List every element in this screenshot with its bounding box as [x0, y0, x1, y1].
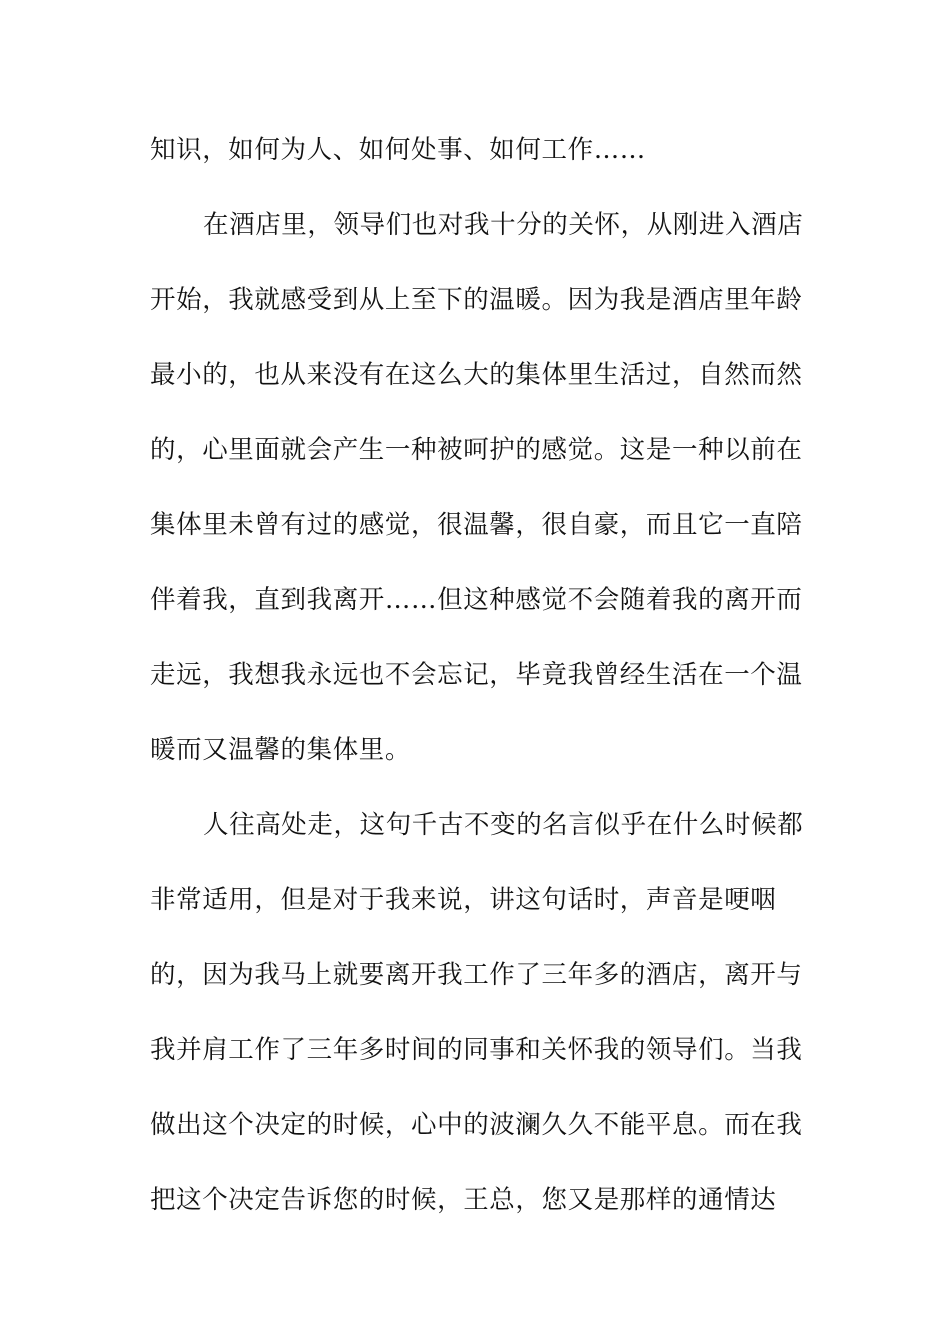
paragraph-first-line: 在酒店里，领导们也对我十分的关怀，从刚进入酒店	[203, 210, 804, 240]
text-line: 伴着我，直到我离开……但这种感觉不会随着我的离开而	[150, 585, 803, 615]
text-line: 最小的，也从来没有在这么大的集体里生活过，自然而然	[150, 360, 803, 390]
text-line: 暖而又温馨的集体里。	[150, 735, 412, 765]
text-line: 走远，我想我永远也不会忘记，毕竟我曾经生活在一个温	[150, 660, 803, 690]
text-line: 知识，如何为人、如何处事、如何工作……	[150, 135, 646, 165]
text-line: 非常适用，但是对于我来说，讲这句话时，声音是哽咽	[150, 885, 777, 915]
paragraph-first-line: 人往高处走，这句千古不变的名言似乎在什么时候都	[203, 810, 804, 840]
text-line: 把这个决定告诉您的时候，王总，您又是那样的通情达	[150, 1185, 777, 1215]
text-line: 开始，我就感受到从上至下的温暖。因为我是酒店里年龄	[150, 285, 803, 315]
text-line: 的，因为我马上就要离开我工作了三年多的酒店，离开与	[150, 960, 803, 990]
text-line: 我并肩工作了三年多时间的同事和关怀我的领导们。当我	[150, 1035, 803, 1065]
text-line: 集体里未曾有过的感觉，很温馨，很自豪，而且它一直陪	[150, 510, 803, 540]
text-line: 做出这个决定的时候，心中的波澜久久不能平息。而在我	[150, 1110, 803, 1140]
text-line: 的，心里面就会产生一种被呵护的感觉。这是一种以前在	[150, 435, 803, 465]
